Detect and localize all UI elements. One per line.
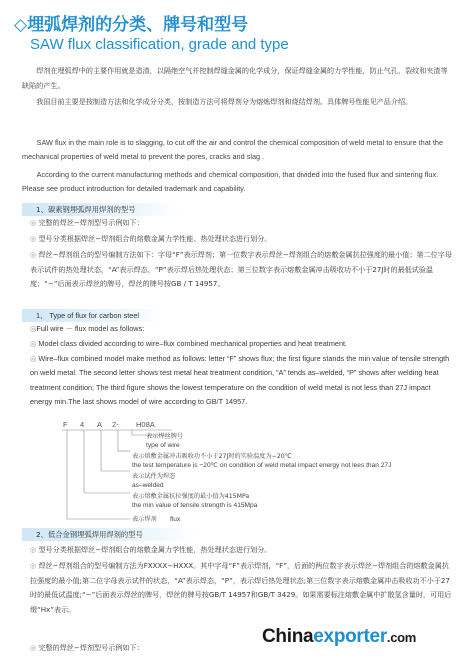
label-condition-cn: 表示试件为焊态 xyxy=(132,473,176,480)
code-digit-strength: 4 xyxy=(80,420,85,429)
section1-en-item-3-text: Wire–flux combined model make method as follows: letter “F” shows flux; the first figure stands the min value of tensile strength on weld metal. The second letter shows test metal heat treatment condition, “A” tends as–welded, “P” shows after welding heat treatment condition; The third figure shows the lowest temperature on the condition of weld metal is not less than 27J impact energy min.The last shows model of wire according to GB/T 14957. xyxy=(30,354,450,407)
circle-bullet-icon: ◎ xyxy=(30,561,39,570)
circle-bullet-icon: ◎ xyxy=(30,339,39,348)
label-strength-cn: 表示熔敷金属抗拉强度的最小值为415MPa xyxy=(132,493,250,500)
watermark-part-domain: .com xyxy=(386,630,417,645)
section2-heading-bar xyxy=(22,528,197,541)
section1-heading: 1、碳素钢埋弧焊用焊剂的型号 xyxy=(36,205,136,214)
circle-bullet-icon: ◎ xyxy=(30,250,39,259)
watermark-part-china: China xyxy=(262,626,314,647)
section1-en-item-2 xyxy=(30,337,454,351)
code-letter-f: F xyxy=(63,420,68,429)
code-wire-grade: H08A xyxy=(136,420,155,429)
section1-item-3 xyxy=(30,248,454,292)
section2-item-2-text: 焊丝−焊剂组合的型号编制方法为FXXXX−HXXX。其中字母“F”表示焊剂，“F”，后面的两位数字表示焊丝−焊剂组合的熔敷金属抗拉强度的最小值;第二位字母表示试件的状态，“A”表示焊态，“P”，表示焊后热处理状态;第三位数字表示熔敷金属冲击吸收功不小于27时的最低试温度;“−”后面表示焊丝的牌号，焊丝的牌号按GB/T 14957和GB/T 3429。如果需要标注熔敷金属中扩散氢含量时，可用后缀“Hx”表示。 xyxy=(30,561,452,614)
section1-en-item-1 xyxy=(30,322,454,336)
diagram-leader-lines xyxy=(60,418,460,530)
section1-item-1-text: 完整的焊丝−焊剂型号示例如下： xyxy=(38,218,144,227)
circle-bullet-icon: ◎ xyxy=(30,324,37,333)
label-temperature-en: the test temperature is −20℃ on condition of weld metal impact energy not lees than 27J xyxy=(132,462,392,469)
section1-item-1 xyxy=(30,216,454,231)
section1-en-item-3 xyxy=(30,352,454,410)
section2-item-3-text: 完整的焊丝−焊剂型号示例如下： xyxy=(38,643,144,652)
site-watermark xyxy=(262,626,416,648)
section1-en-item-1-text: Full wire － flux model as follows: xyxy=(36,324,145,333)
section1-en-item-2-text: Model class divided according to wire–flux combined mechanical properties and heat treatment. xyxy=(38,339,348,348)
label-temperature-cn: 表示熔敷金属冲击吸收功不小于27J时的实验温度为−20℃ xyxy=(132,453,292,460)
circle-bullet-icon: ◎ xyxy=(30,354,39,363)
code-letter-condition: A xyxy=(97,420,103,429)
label-flux-en: flux xyxy=(170,516,181,523)
label-condition-en: as–welded xyxy=(132,482,164,489)
section2-heading: 2、低合金钢埋弧焊用焊剂的型号 xyxy=(36,530,143,539)
page-title-cn: ◇埋弧焊剂的分类、牌号和型号 xyxy=(14,15,249,35)
circle-bullet-icon: ◎ xyxy=(30,545,39,554)
label-wire-en: type of wire xyxy=(146,442,180,449)
section1-heading-bar xyxy=(22,203,180,216)
circle-bullet-icon: ◎ xyxy=(30,643,39,652)
intro-en-paragraph-2: According to the current manufacturing methods and chemical composition, that divided into the fused flux and sintering flux. Please see product introduction for detailed trademark and capability. xyxy=(22,170,439,194)
section1-item-3-text: 焊丝−焊剂组合的型号编制方法如下：字母“F”表示焊剂；第一位数字表示焊丝−焊剂组合的熔敷金属抗拉强度的最小值；第二位字母表示试件的热处理状态，“A”表示焊态，“P”表示焊后热处理状态；第三位数字表示熔敷金属冲击吸收功不小于27J时的最低试验温度；“−”后面表示焊丝的牌号，焊丝的牌号按GB / T 14957。 xyxy=(30,250,452,289)
section2-item-1-text: 型号分类根据焊丝−焊剂组合的熔敷金属力学性能，热处理状态进行划分。 xyxy=(38,545,272,554)
intro-cn-paragraph-1: 焊剂在埋弧焊中的主要作用就是造渣，以隔绝空气并控制焊缝金属的化学成分，保证焊缝金属的力学性能，防止气孔，裂纹和夹渣等缺陷的产生。 xyxy=(22,66,448,90)
section2-item-1 xyxy=(30,543,454,558)
code-digit-temperature: 2- xyxy=(112,420,119,429)
section2-item-2 xyxy=(30,559,454,617)
intro-en-paragraph-1: SAW flux in the main role is to slagging, to cut off the air and control the chemical composition of weld metal to ensure that the mechanical properties of weld metal to prevent the pores, cracks and slag . xyxy=(22,138,443,162)
section1-item-2 xyxy=(30,232,454,247)
circle-bullet-icon: ◎ xyxy=(30,218,39,227)
label-strength-en: the min value of tensile strength is 415Mpa xyxy=(132,502,258,509)
intro-cn-paragraph-2: 我国目前主要是按制造方法和化学成分分类，按制造方法可将焊剂分为熔炼焊剂和烧结焊剂。具体牌号性能见产品介绍。 xyxy=(36,97,413,106)
page-title-en: SAW flux classification, grade and type xyxy=(30,36,289,53)
section1-item-2-text: 型号分类根据焊丝−焊剂组合的熔敷金属力学性能、热处理状态进行划分。 xyxy=(38,234,272,243)
type-code-diagram xyxy=(60,418,460,530)
label-flux-cn: 表示焊剂 xyxy=(132,516,157,523)
watermark-part-exporter: exporter xyxy=(313,626,387,647)
section1-en-heading-bar xyxy=(22,309,162,322)
label-wire-cn: 表示焊丝牌号 xyxy=(146,433,184,440)
circle-bullet-icon: ◎ xyxy=(30,234,39,243)
section1-en-heading: 1、 Type of flux for carbon steel xyxy=(36,311,140,320)
